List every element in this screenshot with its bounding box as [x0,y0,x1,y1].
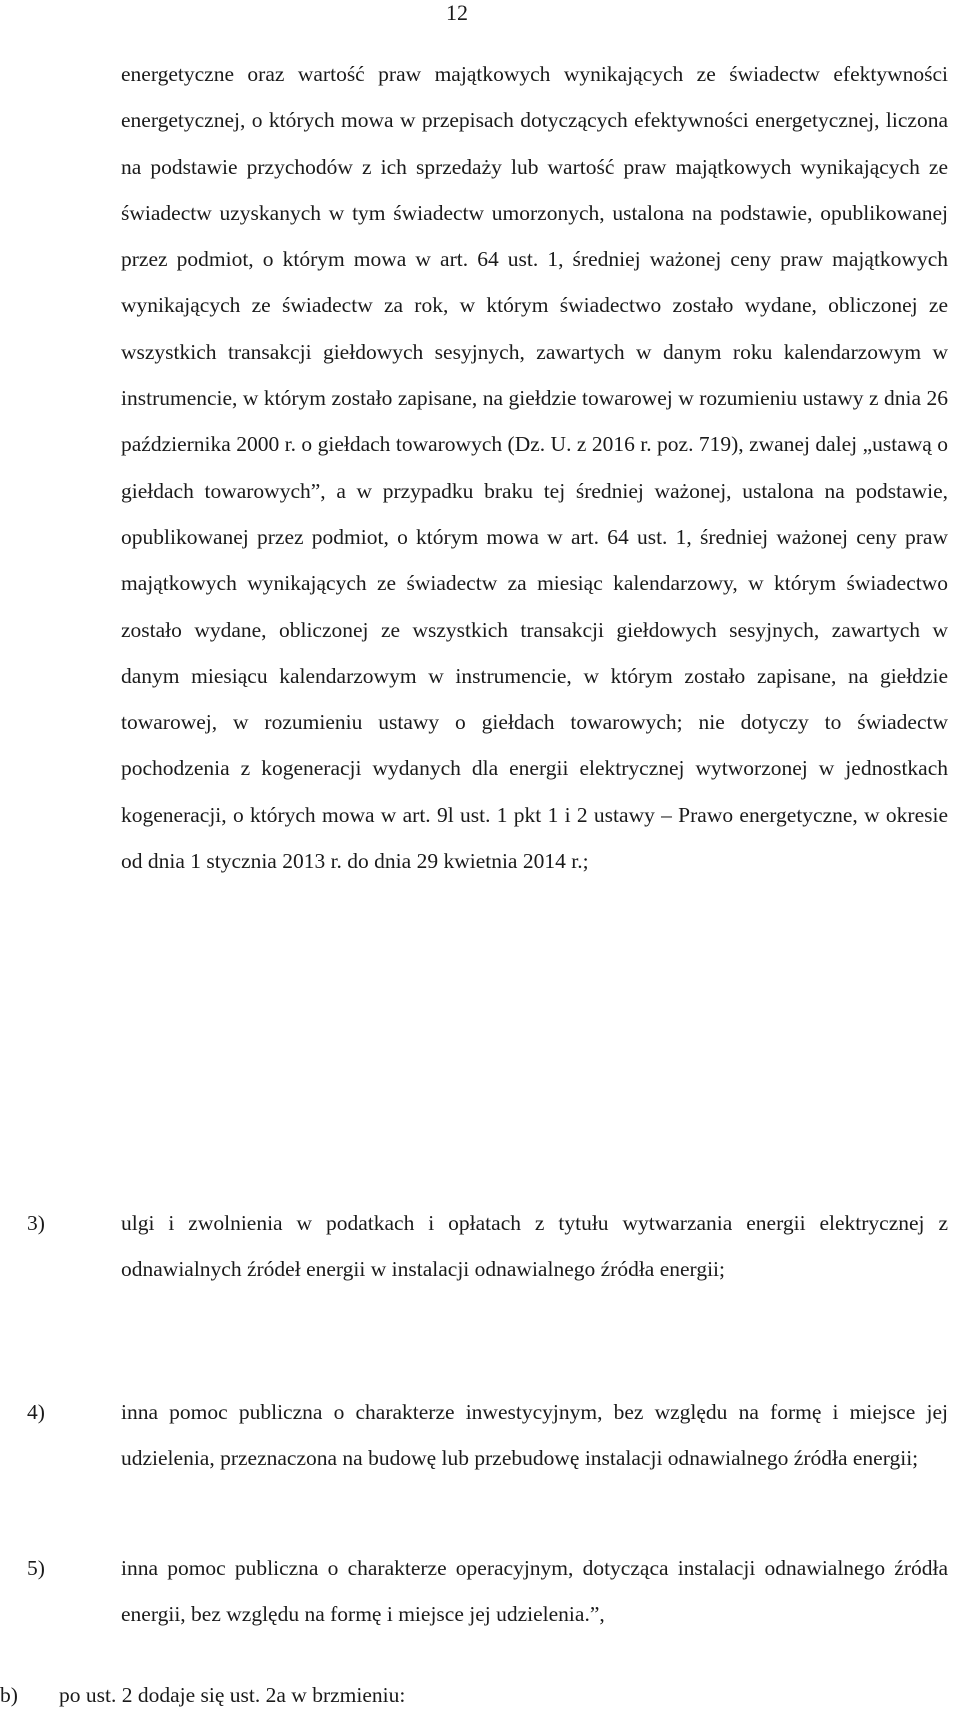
continuation-paragraph: energetyczne oraz wartość praw majątkowych wynikających ze świadectw efektywności energetycznej, o których mowa w przepisach dotyczących efektywności energetycznej, liczona na podstawie przychodów z ich sprzedaży lub wartość praw majątkowych wynikających ze świadectw uzyskanych w tym świadectw umorzonych, ustalona na podstawie, opublikowanej przez podmiot, o którym mowa w art. 64 ust. 1, średniej ważonej ceny praw majątkowych wynikających ze świadectw za rok, w którym świadectwo zostało wydane, obliczonej ze wszystkich transakcji giełdowych sesyjnych, zawartych w danym roku kalendarzowym w instrumencie, w którym zostało zapisane, na giełdzie towarowej w rozumieniu ustawy z dnia 26 października 2000 r. o giełdach towarowych (Dz. U. z 2016 r. poz. 719), zwanej dalej „ustawą o giełdach towarowych”, a w przypadku braku tej średniej ważonej, ustalona na podstawie, opublikowanej przez podmiot, o którym mowa w art. 64 ust. 1, średniej ważonej ceny praw majątkowych wynikających ze świadectw za miesiąc kalendarzowy, w którym świadectwo zostało wydane, obliczonej ze wszystkich transakcji giełdowych sesyjnych, zawartych w danym miesiącu kalendarzowym w instrumencie, w którym zostało zapisane, na giełdzie towarowej, w rozumieniu ustawy o giełdach towarowych; nie dotyczy to świadectw pochodzenia z kogeneracji wydanych dla energii elektrycznej wytworzonej w jednostkach kogeneracji, o których mowa w art. 9l ust. 1 pkt 1 i 2 ustawy – Prawo energetyczne, w okresie od dnia 1 stycznia 2013 r. do dnia 29 kwietnia 2014 r.; [121,62,948,874]
list-marker: 4) [27,1400,45,1424]
list-item-text: inna pomoc publiczna o charakterze inwestycyjnym, bez względu na formę i miejsce jej udzielenia, przeznaczona na budowę lub przebudowę instalacji odnawialnego źródła energii; [121,1400,948,1471]
point-text: po ust. 2 dodaje się ust. 2a w brzmieniu: [59,1683,406,1707]
list-marker: 3) [27,1211,45,1235]
list-marker: 5) [27,1556,45,1580]
list-item-text: inna pomoc publiczna o charakterze operacyjnym, dotycząca instalacji odnawialnego źródła energii, bez względu na formę i miejsce jej udzielenia.”, [121,1556,948,1627]
list-item-text: ulgi i zwolnienia w podatkach i opłatach z tytułu wytwarzania energii elektrycznej z odnawialnych źródeł energii w instalacji odnawialnego źródła energii; [121,1211,948,1282]
page-number: 12 [446,0,468,25]
point-marker: b) [0,1683,18,1707]
